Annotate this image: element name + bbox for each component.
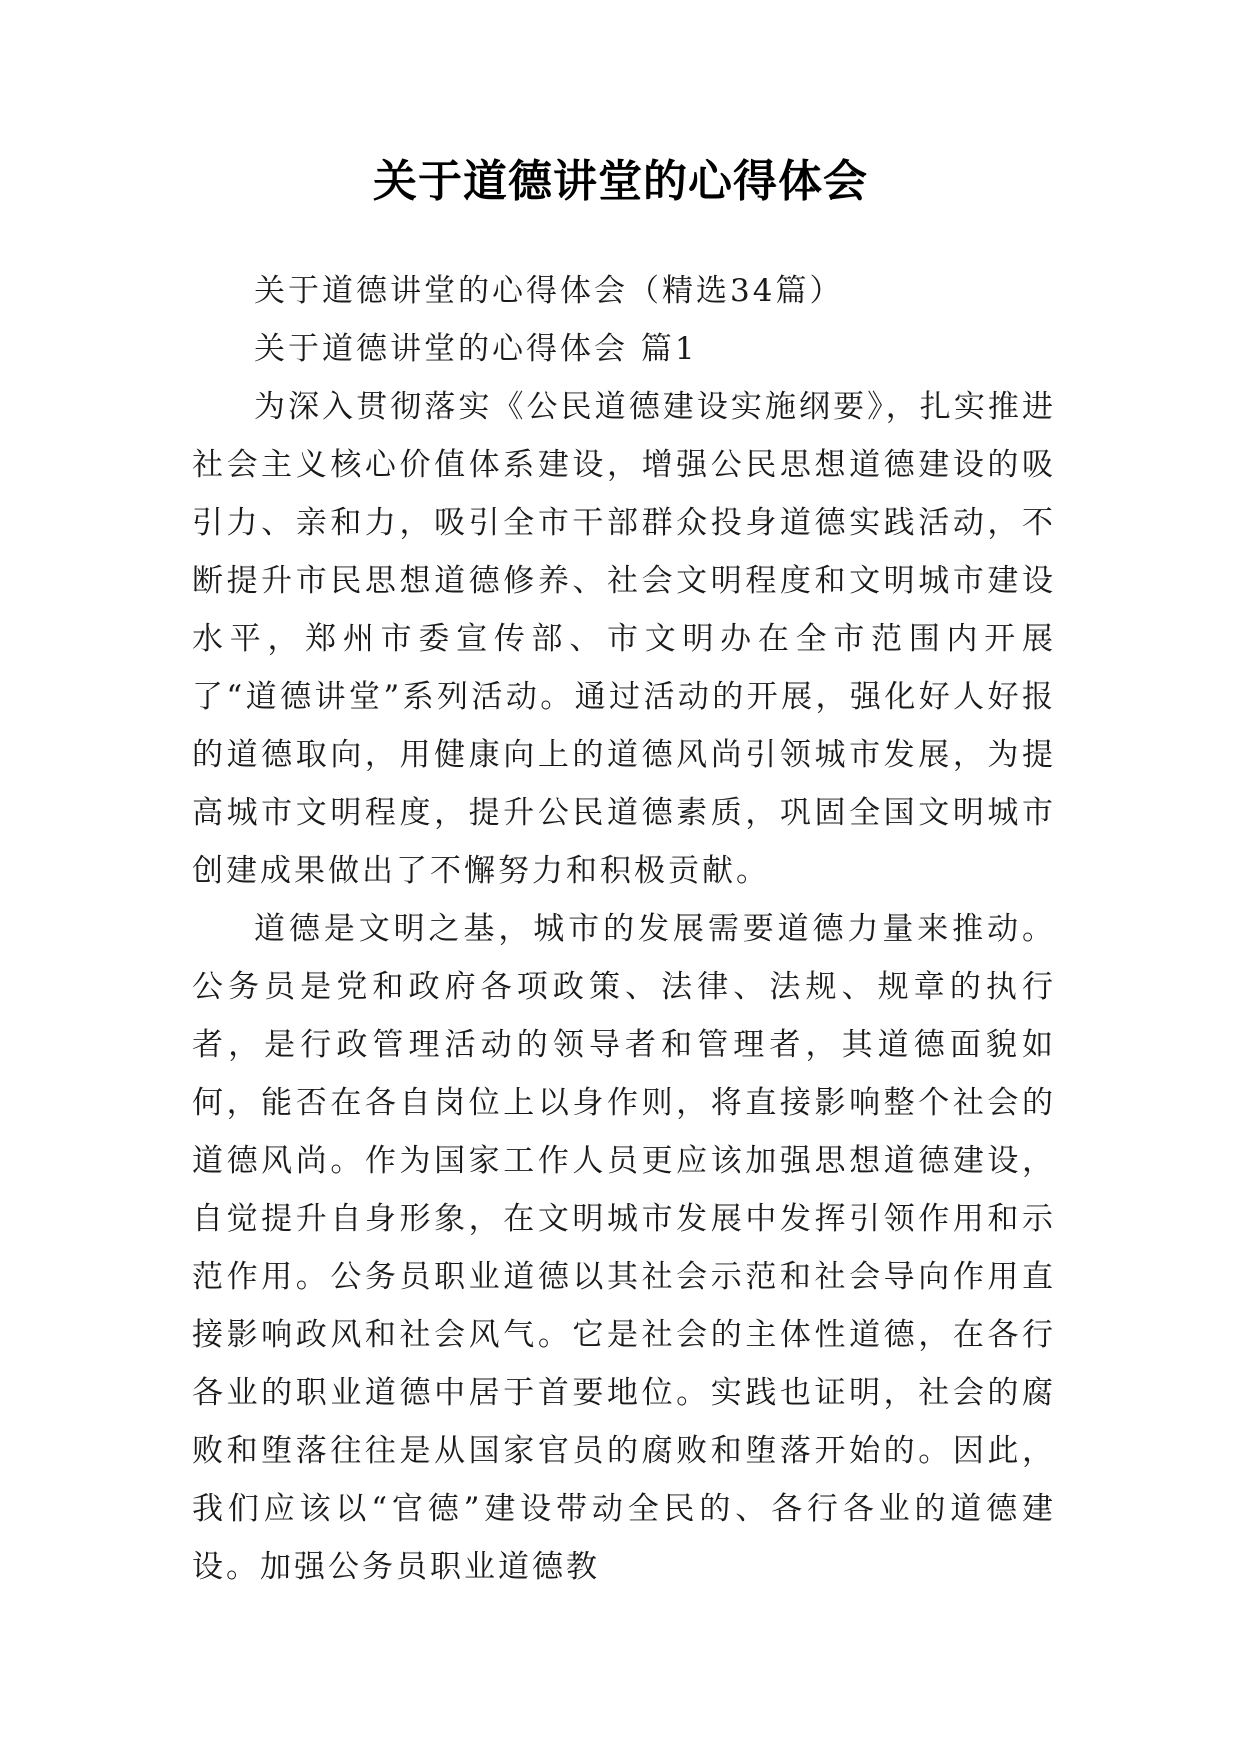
section-heading: 关于道德讲堂的心得体会 篇1 (254, 331, 698, 367)
document-body (192, 262, 1056, 1596)
subtitle-line: 关于道德讲堂的心得体会（精选34篇） (254, 273, 844, 309)
paragraph: 道德是文明之基，城市的发展需要道德力量来推动。公务员是党和政府各项政策、法律、法规、规章的执行者，是行政管理活动的领导者和管理者，其道德面貌如何，能否在各自岗位上以身作则，将直接影响整个社会的道德风尚。作为国家工作人员更应该加强思想道德建设，自觉提升自身形象，在文明城市发展中发挥引领作用和示范作用。公务员职业道德以其社会示范和社会导向作用直接影响政风和社会风气。它是社会的主体性道德，在各行各业的职业道德中居于首要地位。实践也证明，社会的腐败和堕落往往是从国家官员的腐败和堕落开始的。因此，我们应该以“官德”建设带动全民的、各行各业的道德建设。加强公务员职业道德教 (192, 911, 1056, 1585)
paragraph: 为深入贯彻落实《公民道德建设实施纲要》，扎实推进社会主义核心价值体系建设，增强公民思想道德建设的吸引力、亲和力，吸引全市干部群众投身道德实践活动，不断提升市民思想道德修养、社会文明程度和文明城市建设水平，郑州市委宣传部、市文明办在全市范围内开展了“道德讲堂”系列活动。通过活动的开展，强化好人好报的道德取向，用健康向上的道德风尚引领城市发展，为提高城市文明程度，提升公民道德素质，巩固全国文明城市创建成果做出了不懈努力和积极贡献。 (192, 389, 1056, 889)
document-title: 关于道德讲堂的心得体会 (373, 156, 868, 207)
